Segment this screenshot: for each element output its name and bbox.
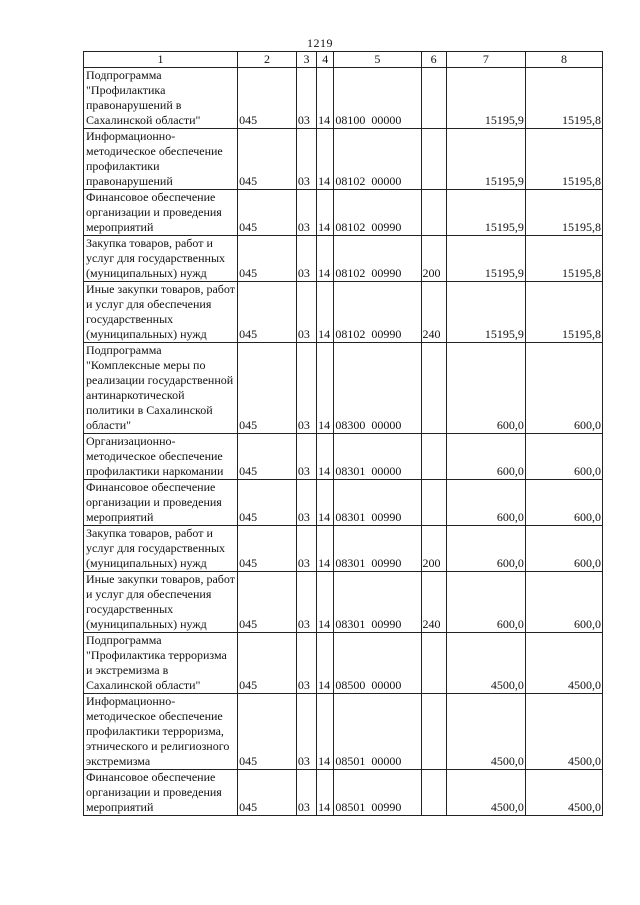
item-name-cell: Закупка товаров, работ и услуг для государственных (муниципальных) нужд [84, 526, 238, 572]
section-cell: 03 [296, 480, 316, 526]
expense-type-cell: 240 [421, 572, 446, 633]
amount-cell-col8: 4500,0 [525, 694, 602, 770]
ministry-code-cell: 045 [238, 68, 297, 129]
subsection-cell: 14 [317, 434, 334, 480]
section-cell: 03 [296, 282, 316, 343]
amount-cell-col7: 15195,9 [446, 129, 525, 190]
ministry-code-cell: 045 [238, 526, 297, 572]
amount-cell-col8: 15195,8 [525, 68, 602, 129]
expense-type-cell [421, 434, 446, 480]
amount-cell-col7: 15195,9 [446, 236, 525, 282]
column-header: 1 [84, 52, 238, 68]
amount-cell-col8: 600,0 [525, 434, 602, 480]
amount-cell-col7: 4500,0 [446, 633, 525, 694]
table-row [84, 770, 603, 816]
item-name-cell: Подпрограмма "Профилактика терроризма и экстремизма в Сахалинской области" [84, 633, 238, 694]
section-cell: 03 [296, 526, 316, 572]
target-article-cell: 08301 00000 [334, 434, 421, 480]
ministry-code-cell: 045 [238, 572, 297, 633]
ministry-code-cell: 045 [238, 343, 297, 434]
section-cell: 03 [296, 434, 316, 480]
subsection-cell: 14 [317, 282, 334, 343]
item-name-cell: Информационно-методическое обеспечение профилактики правонарушений [84, 129, 238, 190]
header-row [84, 52, 603, 68]
amount-cell-col8: 4500,0 [525, 633, 602, 694]
section-cell: 03 [296, 129, 316, 190]
expense-type-cell [421, 68, 446, 129]
amount-cell-col8: 600,0 [525, 480, 602, 526]
ministry-code-cell: 045 [238, 694, 297, 770]
subsection-cell: 14 [317, 68, 334, 129]
amount-cell-col7: 4500,0 [446, 770, 525, 816]
table-row [84, 68, 603, 129]
table-row [84, 633, 603, 694]
amount-cell-col8: 600,0 [525, 343, 602, 434]
amount-cell-col7: 15195,9 [446, 68, 525, 129]
target-article-cell: 08102 00990 [334, 282, 421, 343]
expense-type-cell [421, 694, 446, 770]
item-name-cell: Организационно-методическое обеспечение профилактики наркомании [84, 434, 238, 480]
subsection-cell: 14 [317, 236, 334, 282]
table-row [84, 526, 603, 572]
amount-cell-col8: 600,0 [525, 526, 602, 572]
item-name-cell: Подпрограмма "Профилактика правонарушений в Сахалинской области" [84, 68, 238, 129]
subsection-cell: 14 [317, 572, 334, 633]
target-article-cell: 08500 00000 [334, 633, 421, 694]
page-number: 1219 [307, 36, 333, 50]
item-name-cell: Иные закупки товаров, работ и услуг для обеспечения государственных (муниципальных) нужд [84, 282, 238, 343]
table-row [84, 434, 603, 480]
section-cell: 03 [296, 190, 316, 236]
amount-cell-col7: 600,0 [446, 343, 525, 434]
amount-cell-col8: 15195,8 [525, 129, 602, 190]
amount-cell-col7: 600,0 [446, 572, 525, 633]
amount-cell-col7: 15195,9 [446, 190, 525, 236]
amount-cell-col7: 4500,0 [446, 694, 525, 770]
target-article-cell: 08300 00000 [334, 343, 421, 434]
table-row [84, 236, 603, 282]
column-header: 4 [317, 52, 334, 68]
section-cell: 03 [296, 694, 316, 770]
ministry-code-cell: 045 [238, 129, 297, 190]
column-header: 3 [296, 52, 316, 68]
target-article-cell: 08102 00000 [334, 129, 421, 190]
section-cell: 03 [296, 770, 316, 816]
expense-type-cell [421, 770, 446, 816]
subsection-cell: 14 [317, 770, 334, 816]
section-cell: 03 [296, 236, 316, 282]
table-row [84, 572, 603, 633]
table-row [84, 343, 603, 434]
expense-type-cell [421, 190, 446, 236]
subsection-cell: 14 [317, 633, 334, 694]
target-article-cell: 08301 00990 [334, 480, 421, 526]
target-article-cell: 08501 00990 [334, 770, 421, 816]
section-cell: 03 [296, 633, 316, 694]
ministry-code-cell: 045 [238, 480, 297, 526]
target-article-cell: 08301 00990 [334, 526, 421, 572]
ministry-code-cell: 045 [238, 434, 297, 480]
table-row [84, 129, 603, 190]
subsection-cell: 14 [317, 129, 334, 190]
target-article-cell: 08102 00990 [334, 190, 421, 236]
expense-type-cell [421, 343, 446, 434]
item-name-cell: Финансовое обеспечение организации и проведения мероприятий [84, 190, 238, 236]
amount-cell-col7: 15195,9 [446, 282, 525, 343]
target-article-cell: 08100 00000 [334, 68, 421, 129]
item-name-cell: Финансовое обеспечение организации и проведения мероприятий [84, 480, 238, 526]
expense-type-cell [421, 633, 446, 694]
expense-type-cell [421, 480, 446, 526]
table-row [84, 480, 603, 526]
amount-cell-col8: 600,0 [525, 572, 602, 633]
column-header: 8 [525, 52, 602, 68]
column-header: 7 [446, 52, 525, 68]
table-row [84, 694, 603, 770]
section-cell: 03 [296, 572, 316, 633]
ministry-code-cell: 045 [238, 236, 297, 282]
budget-table [83, 51, 603, 816]
amount-cell-col8: 15195,8 [525, 282, 602, 343]
table-row [84, 190, 603, 236]
amount-cell-col7: 600,0 [446, 526, 525, 572]
subsection-cell: 14 [317, 343, 334, 434]
section-cell: 03 [296, 343, 316, 434]
ministry-code-cell: 045 [238, 633, 297, 694]
amount-cell-col7: 600,0 [446, 480, 525, 526]
amount-cell-col8: 4500,0 [525, 770, 602, 816]
subsection-cell: 14 [317, 480, 334, 526]
amount-cell-col8: 15195,8 [525, 190, 602, 236]
expense-type-cell [421, 129, 446, 190]
expense-type-cell: 200 [421, 526, 446, 572]
amount-cell-col8: 15195,8 [525, 236, 602, 282]
column-header: 5 [334, 52, 421, 68]
ministry-code-cell: 045 [238, 282, 297, 343]
expense-type-cell: 240 [421, 282, 446, 343]
ministry-code-cell: 045 [238, 770, 297, 816]
subsection-cell: 14 [317, 694, 334, 770]
item-name-cell: Финансовое обеспечение организации и проведения мероприятий [84, 770, 238, 816]
item-name-cell: Закупка товаров, работ и услуг для государственных (муниципальных) нужд [84, 236, 238, 282]
target-article-cell: 08301 00990 [334, 572, 421, 633]
item-name-cell: Подпрограмма "Комплексные меры по реализации государственной антинаркотической политики в Сахалинской области" [84, 343, 238, 434]
table-body [84, 68, 603, 816]
target-article-cell: 08501 00000 [334, 694, 421, 770]
amount-cell-col7: 600,0 [446, 434, 525, 480]
item-name-cell: Информационно-методическое обеспечение профилактики терроризма, этнического и религиозного экстремизма [84, 694, 238, 770]
section-cell: 03 [296, 68, 316, 129]
item-name-cell: Иные закупки товаров, работ и услуг для обеспечения государственных (муниципальных) нужд [84, 572, 238, 633]
subsection-cell: 14 [317, 190, 334, 236]
table-row [84, 282, 603, 343]
ministry-code-cell: 045 [238, 190, 297, 236]
subsection-cell: 14 [317, 526, 334, 572]
target-article-cell: 08102 00990 [334, 236, 421, 282]
column-header: 6 [421, 52, 446, 68]
column-header: 2 [238, 52, 297, 68]
expense-type-cell: 200 [421, 236, 446, 282]
